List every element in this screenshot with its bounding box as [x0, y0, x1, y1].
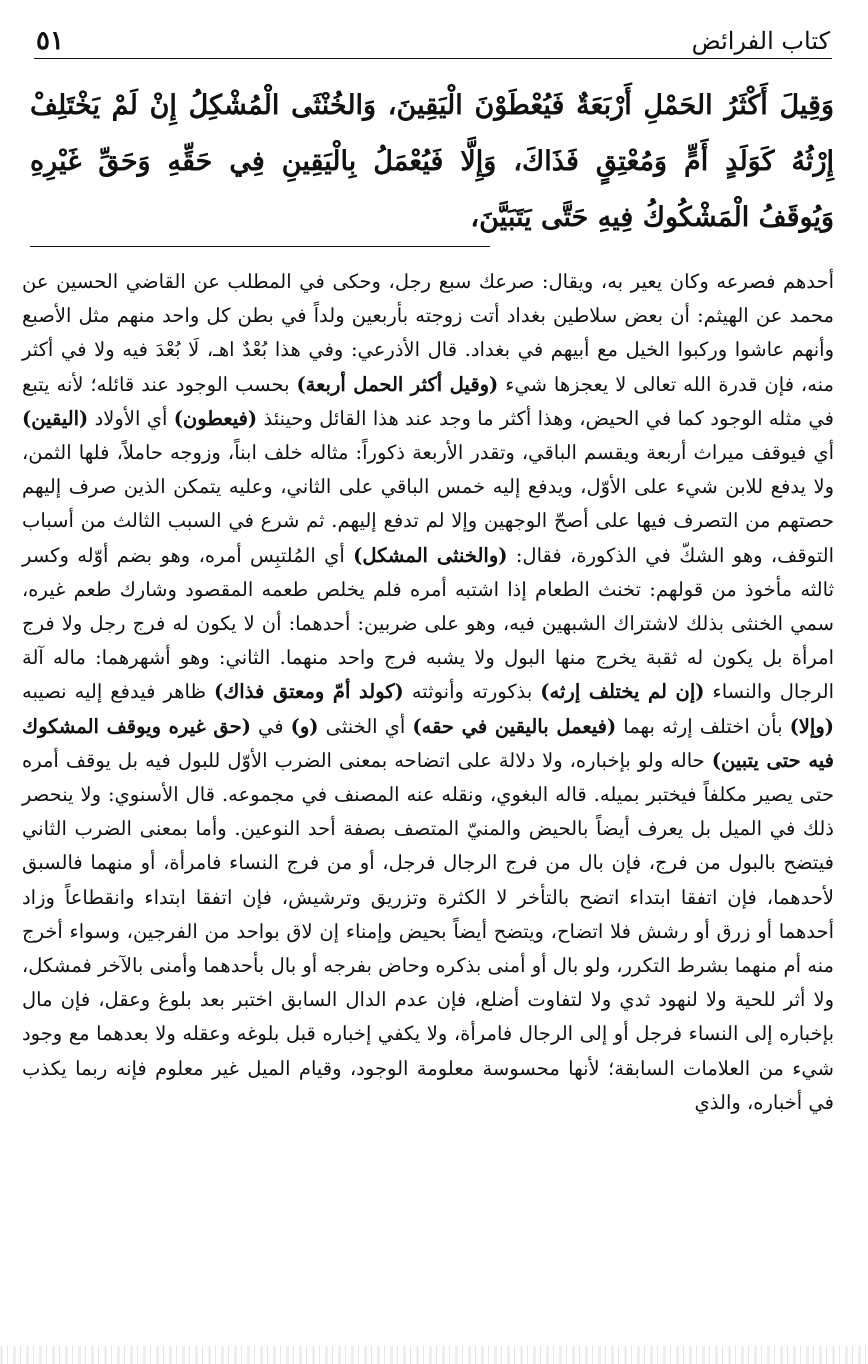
sharh-quote: (حق غيره ويوقف المشكوك فيه حتى يتبين) — [22, 714, 834, 772]
sharh-segment: بذكورته وأنوثته — [403, 680, 541, 704]
sharh-quote: (وإلا) — [789, 714, 834, 738]
sharh-quote: (اليقين) — [22, 406, 89, 430]
sharh-segment: في — [250, 714, 291, 738]
running-title: كتاب الفرائض — [691, 27, 830, 55]
sharh-quote: (و) — [290, 714, 319, 738]
sharh-quote: (فيعمل باليقين في حقه) — [412, 714, 617, 738]
sharh-segment: أحدهم فصرعه وكان يعير به، ويقال: صرعك سبع رجل، وحكى في المطلب عن القاضي الحسين عن محمد عن الهيثم: أن بعض سلاطين بغداد أتت زوجته بأربعين ولداً في بطن كل واحد منهم مثل الأصبع وأنهم عاشوا وركبوا الخيل مع أبيهم في بغداد. قال الأذرعي: وفي هذا بُعْدٌ اهـ، لَا بُعْدَ فيه ولا في أكثر منه، فإن قدرة الله تعالى لا يعجزها شيء — [22, 270, 835, 396]
page-number: ٥١ — [36, 26, 64, 56]
sharh-segment: أي الأولاد — [88, 406, 174, 430]
sharh-quote: (إن لم يختلف إرثه) — [540, 680, 705, 704]
separator-line — [30, 246, 490, 247]
sharh-segment: بحسب الوجود عند قائله؛ لأنه يتبع في مثله الوجود كما في الحيض، وهذا أكثر ما وجد عند هذا القائل وحينئذ — [22, 372, 834, 430]
scan-edge-noise — [0, 1346, 868, 1364]
page-header — [34, 20, 832, 59]
sharh-segment: أي المُلتبِس أمره، وهو بضم أوّله وكسر ثالثه مأخوذ من قولهم: تخنث الطعام إذا اشتبه أمره فلم يخلص طعمه المقصود وشارك طعم غيره، سمي الخنثى بذلك لاشتراك الشبهين فيه، وهو على ضربين: أحدهما: أن لا يكون له فرج رجل ولا فرج امرأة بل يكون له ثقبة يخرج منها البول ولا يشبه فرج واحد منهما. الثاني: وهو أشهرهما: ماله آلة الرجال والنساء — [22, 543, 835, 704]
sharh-segment: أي فيوقف ميراث أربعة ويقسم الباقي، وتقدر الأربعة ذكوراً: مثاله خلف ابناً، وزوجه حاملاً، فلها الثمن، ولا يدفع للابن شيء على الأوّل، ويدفع إليه خمس الباقي على الثاني، وعليه يتمكن الذين صرف إليهم حصتهم من التصرف فيها على أصحّ الوجهين وإلا لم تدفع إليهم. ثم شرع في السبب الثالث من أسباب التوقف، وهو الشكّ في الذكورة، فقال: — [22, 441, 834, 567]
sharh-quote: (والخنثى المشكل) — [353, 543, 508, 567]
sharh-quote: (فيعطون) — [173, 406, 258, 430]
sharh-segment: أي الخنثى — [318, 714, 413, 738]
matn-text: وَقِيلَ أَكْثَرُ الحَمْلِ أَرْبَعَةٌ فَيُعْطَوْنَ الْيَقِينَ، وَالخُنْثَى الْمُشْكِلُ إِنْ لَمْ يَخْتَلِفْ إِرْثُهُ كَوَلَدٍ أَمٍّ وَمُعْتِقٍ فَذَاكَ، وَإِلَّا فَيُعْمَلُ بِالْيَقِينِ فِي حَقِّهِ وَحَقِّ غَيْرِهِ وَيُوقَفُ الْمَشْكُوكُ فِيهِ حَتَّى يَتَبَيَّنَ، — [30, 90, 834, 233]
sharh-segment: بأن اختلف إرثه بهما — [616, 714, 790, 738]
sharh-text — [22, 265, 834, 1120]
sharh-quote: (كولد أمّ ومعتق فذاك) — [214, 680, 404, 704]
sharh-quote: (وقيل أكثر الحمل أربعة) — [296, 372, 499, 396]
sharh-segment: حاله ولو بإخباره، ولا دلالة على اتضاحه بمعنى الضرب الأوّل للبول فيه بل يوقف أمره حتى يصير مكلفاً فيختبر بميله. قاله البغوي، ونقله عنه المصنف في مجموعه. قال الأسنوي: ولا ينحصر ذلك في الميل بل يعرف أيضاً بالحيض والمنيّ المتصف بصفة أحد النوعين. وأما بمعنى الضرب الثاني فيتضح بالبول من فرج، فإن بال من فرج الرجال فرجل، أو من فرج النساء فامرأة، أو منهما فالسبق لأحدهما، فإن اتفقا ابتداء اتضح بالتأخر لا الكثرة وتزريق وترشيش، فإن اتفقا ابتداء وانقطاعاً وزاد أحدهما أو زرق أو رشش فلا اتضاح، ويتضح أيضاً بحيض وإمناء إن لاق بواحد من الفرجين، وسواء أخرج منه أم منهما بشرط التكرر، ولو بال أو أمنى بذكره وحاض بفرجه أو بال بأحدهما وأمنى بالآخر فمشكل، ولا أثر للحية ولا لنهود ثدي ولا لتفاوت أضلع، فإن عدم الدال السابق اختبر بعد بلوغ وعقل، فإن مال بإخباره إلى النساء فرجل أو إلى الرجال فامرأة، ولا يكفي إخباره قبل بلوغه وعقله ولا بعدهما مع وجود شيء من العلامات السابقة؛ لأنها محسوسة معلومة الوجود، وقيام الميل غير معلوم فإنه ربما يكذب في أخباره، والذي — [22, 748, 834, 1114]
sharh-segment: ظاهر فيدفع إليه نصيبه — [22, 680, 214, 704]
